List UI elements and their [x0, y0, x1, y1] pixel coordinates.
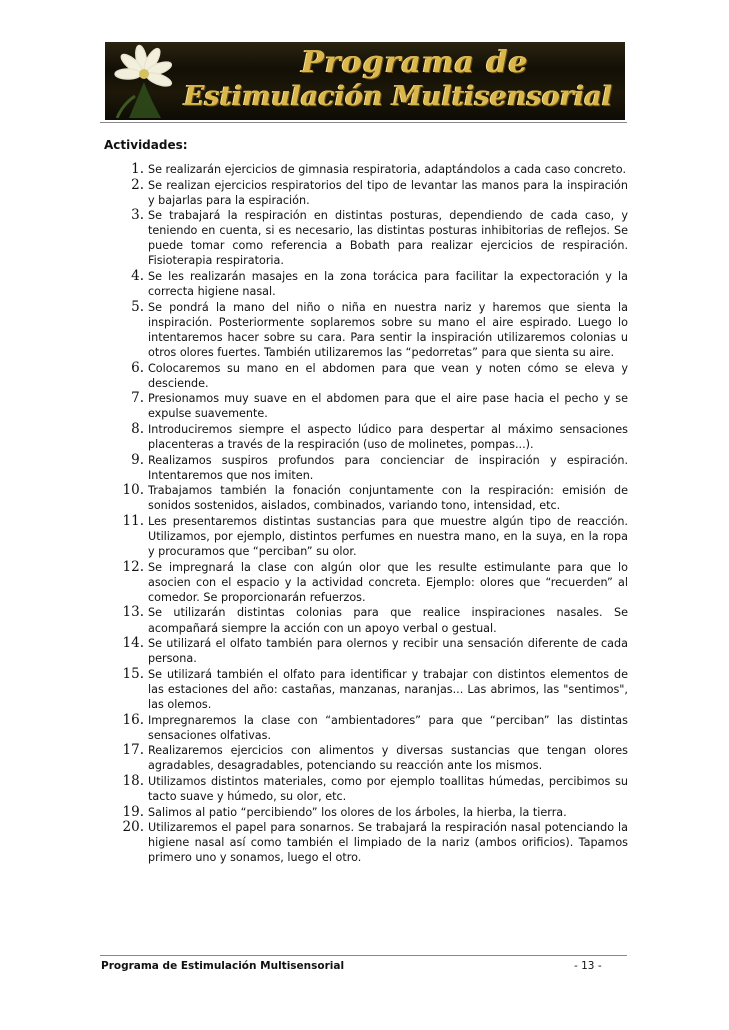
list-item	[104, 361, 628, 391]
list-item-text: Utilizamos distintos materiales, como por ejemplo toallitas húmedas, percibimos su tacto suave y húmedo, su olor, etc.	[148, 774, 628, 804]
list-item-text: Se pondrá la mano del niño o niña en nuestra nariz y haremos que sienta la inspiración. Posteriormente soplaremos sobre su mano el aire espirado. Luego lo intentaremos hacer sobre su cara. Para sentir la inspiración utilizaremos colonias u otros olores fuertes. También utilizaremos las “pedorretas” para que sienta su aire.	[148, 300, 628, 359]
list-item-text: Se realizarán ejercicios de gimnasia respiratoria, adaptándolos a cada caso concreto.	[148, 163, 626, 176]
list-item-text: Impregnaremos la clase con “ambientadores” para que “perciban” las distintas sensaciones olfativas.	[148, 713, 628, 742]
list-item-number: 13.	[122, 604, 144, 621]
list-item	[104, 667, 628, 712]
list-item-text: Realizamos suspiros profundos para concienciar de inspiración y espiración. Intentaremos que nos imiten.	[148, 453, 628, 482]
list-item	[104, 422, 628, 452]
activities-list	[104, 162, 628, 866]
list-item-number: 6.	[131, 359, 144, 376]
list-item	[104, 774, 628, 804]
list-item-number: 7.	[131, 390, 144, 407]
list-item	[104, 208, 628, 268]
list-item	[104, 483, 628, 513]
list-item	[104, 605, 628, 635]
list-item	[104, 805, 628, 820]
list-item-number: 14.	[122, 635, 144, 652]
list-item-text: Se trabajará la respiración en distintas posturas, dependiendo de cada caso, y teniendo en cuenta, si es necesario, las distintas posturas inhibitorias de reflejos. Se puede tomar como referencia a Bobath para realizar ejercicios de respiración. Fisioterapia respiratoria.	[148, 209, 628, 268]
footer-title: Programa de Estimulación Multisensorial	[101, 960, 345, 972]
list-item-text: Se les realizarán masajes en la zona torácica para facilitar la expectoración y la correcta higiene nasal.	[148, 270, 628, 299]
list-item	[104, 162, 628, 177]
list-item-number: 17.	[122, 742, 144, 759]
list-item	[104, 514, 628, 559]
list-item-number: 5.	[131, 298, 144, 315]
list-item-number: 8.	[131, 420, 144, 437]
flower-icon	[109, 44, 179, 118]
list-item-number: 10.	[122, 482, 144, 499]
list-item-number: 2.	[131, 176, 144, 193]
list-item	[104, 391, 628, 421]
list-item-number: 15.	[122, 665, 144, 682]
list-item	[104, 269, 628, 299]
list-item-text: Utilizaremos el papel para sonarnos. Se trabajará la respiración nasal potenciando la higiene nasal así como también el limpiado de la nariz (ambos orificios). Tapamos primero uno y sonamos, luego el otro.	[148, 821, 628, 865]
list-item	[104, 560, 628, 605]
list-item-number: 12.	[122, 558, 144, 575]
section-title: Actividades:	[104, 138, 188, 152]
header-divider	[100, 122, 627, 123]
list-item-text: Les presentaremos distintas sustancias para que muestre algún tipo de reacción. Utilizamos, por ejemplo, distintos perfumes en nuestra mano, en la suya, en la ropa y procuramos que “perciban” su olor.	[148, 515, 628, 559]
list-item	[104, 178, 628, 208]
banner-title-line1: Programa de	[301, 45, 529, 80]
list-item-text: Se realizan ejercicios respiratorios del tipo de levantar las manos para la inspiración y bajarlas para la espiración.	[148, 178, 628, 207]
list-item-number: 3.	[131, 207, 144, 224]
list-item-text: Se utilizará el olfato también para olernos y recibir una sensación diferente de cada persona.	[148, 637, 628, 666]
list-item	[104, 636, 628, 666]
list-item	[104, 820, 628, 865]
list-item-text: Presionamos muy suave en el abdomen para que el aire pase hacia el pecho y se expulse suavemente.	[148, 392, 628, 421]
list-item-number: 18.	[122, 772, 144, 789]
header-banner	[105, 42, 625, 120]
list-item-text: Realizaremos ejercicios con alimentos y diversas sustancias que tengan olores agradables, desagradables, potenciando su reacción ante los mismos.	[148, 744, 628, 773]
list-item-number: 20.	[122, 819, 144, 836]
banner-title-line2: Estimulación Multisensorial	[183, 81, 613, 112]
list-item-number: 16.	[122, 711, 144, 728]
list-item-text: Colocaremos su mano en el abdomen para que vean y noten cómo se eleva y desciende.	[148, 361, 628, 390]
footer-divider	[100, 955, 627, 956]
list-item-text: Se utilizarán distintas colonias para que realice inspiraciones nasales. Se acompañará siempre la acción con un apoyo verbal o gestual.	[148, 606, 628, 635]
list-item	[104, 300, 628, 360]
list-item-number: 4.	[131, 268, 144, 285]
list-item-text: Se utilizará también el olfato para identificar y trabajar con distintos elementos de las estaciones del año: castañas, manzanas, naranjas... Las abrimos, las "sentimos", las olemos.	[148, 667, 628, 711]
list-item	[104, 743, 628, 773]
list-item-number: 19.	[122, 803, 144, 820]
list-item-text: Trabajamos también la fonación conjuntamente con la respiración: emisión de sonidos sostenidos, aislados, combinados, variando tono, intensidad, etc.	[148, 484, 628, 513]
list-item-number: 11.	[122, 513, 144, 530]
list-item	[104, 713, 628, 743]
list-item-number: 9.	[131, 451, 144, 468]
list-item-text: Introduciremos siempre el aspecto lúdico para despertar al máximo sensaciones placenteras a través de la respiración (uso de molinetes, pompas...).	[148, 422, 628, 451]
list-item-text: Salimos al patio “percibiendo” los olores de los árboles, la hierba, la tierra.	[148, 805, 567, 819]
page-number: - 13 -	[574, 960, 602, 972]
list-item	[104, 453, 628, 483]
list-item-text: Se impregnará la clase con algún olor que les resulte estimulante para que lo asocien con el espacio y la actividad concreta. Ejemplo: olores que “recuerden” al comedor. Se proporcionarán refuerzos.	[148, 560, 628, 604]
list-item-number: 1.	[131, 161, 144, 177]
